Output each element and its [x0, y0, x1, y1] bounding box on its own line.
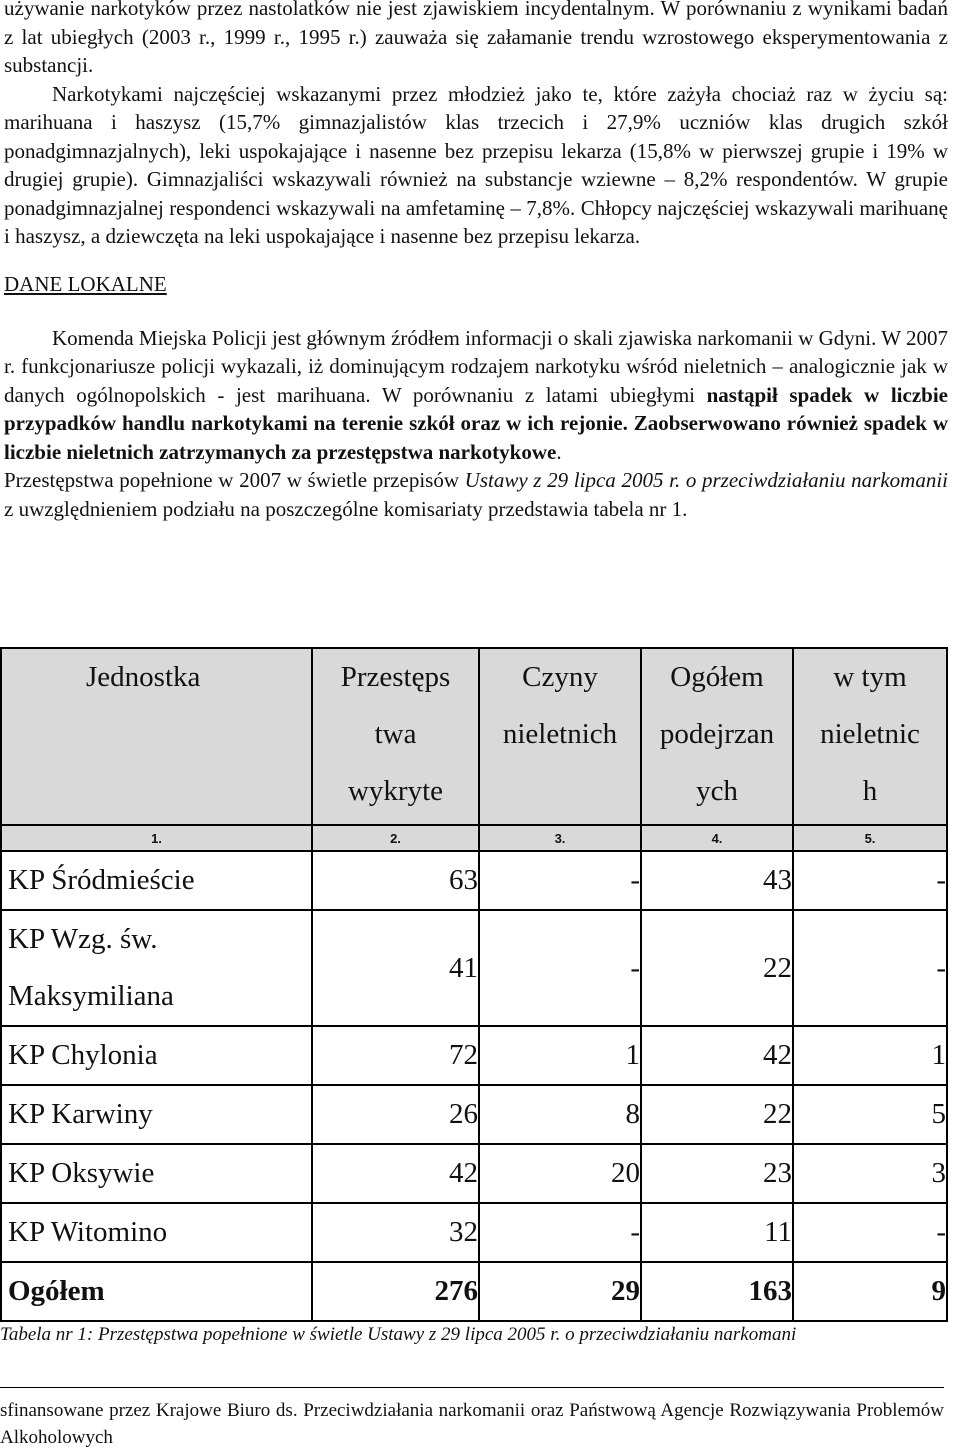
cell-value: 41 — [312, 910, 479, 1026]
crime-stats-table — [0, 647, 948, 1322]
police-data-end: . — [556, 439, 562, 464]
police-data-bold-finding: nastąpił spadek w liczbie przypadków handlu narkotykami na terenie szkół oraz w ich rejonie. Zaobserwowano również spadek w liczbie nieletnich zatrzymanych za przestępstwa narkotykowe — [4, 382, 948, 464]
cell-value: - — [793, 851, 947, 910]
cell-value: 1 — [793, 1026, 947, 1085]
unit-name-line: KP Oksywie — [8, 1157, 155, 1189]
cell-value: 42 — [312, 1144, 479, 1203]
unit-name — [1, 1203, 312, 1262]
cell-value: - — [479, 851, 641, 910]
unit-name-line: KP Karwiny — [8, 1098, 153, 1130]
column-header — [479, 648, 641, 825]
column-number: 5. — [793, 825, 947, 851]
unit-name — [1, 1144, 312, 1203]
column-header — [312, 648, 479, 825]
cell-value: 163 — [641, 1262, 793, 1321]
unit-name-line: Ogółem — [8, 1275, 105, 1307]
unit-name-line: KP Chylonia — [8, 1039, 158, 1071]
column-header-line: Przestęps — [340, 661, 451, 693]
unit-name-line: KP Witomino — [8, 1216, 168, 1248]
unit-name-line: Maksymiliana — [8, 980, 174, 1012]
column-header-line: wykryte — [347, 775, 444, 807]
table-header-row — [1, 648, 947, 825]
table-row — [1, 1026, 947, 1085]
column-number: 3. — [479, 825, 641, 851]
column-header-line: nieletnic — [820, 718, 920, 750]
table-row — [1, 1144, 947, 1203]
document-page — [4, 0, 948, 523]
column-header-line: twa — [374, 718, 417, 750]
unit-name-line: KP Wzg. św. — [8, 923, 158, 955]
cell-value: 29 — [479, 1262, 641, 1321]
column-header-line: ych — [696, 775, 738, 807]
section-heading: DANE LOKALNE — [4, 271, 167, 296]
table-row — [1, 851, 947, 910]
column-number-row — [1, 825, 947, 851]
cell-value: - — [793, 910, 947, 1026]
cell-value: - — [793, 1203, 947, 1262]
column-header — [641, 648, 793, 825]
survey-results-paragraph: Narkotykami najczęściej wskazanymi przez młodzież jako te, które zażyła chociaż raz w życiu są: marihuana i haszysz (15,7% gimnazjalistów klas trzecich i 27,9% uczniów klas drugich szkół ponadgimnazjalnych), leki uspokajające i nasenne bez przepisu lekarza (15,8% w pierwszej grupie i 19% w drugiej grupie). Gimnazjaliści wskazywali również na substancje wziewne – 8,2% respondentów. W grupie ponadgimnazjalnej respondenci wskazywali na amfetaminę – 7,8%. Chłopcy najczęściej wskazywali marihuanę i haszysz, a dziewczęta na leki uspokajające i nasenne bez przepisu lekarza. — [4, 81, 948, 248]
cell-value: 5 — [793, 1085, 947, 1144]
law-title: Ustawy z 29 lipca 2005 r. o przeciwdziałaniu narkomanii — [464, 468, 948, 492]
cell-value: 23 — [641, 1144, 793, 1203]
table-row — [1, 910, 947, 1026]
unit-name — [1, 1085, 312, 1144]
unit-name-line: KP Śródmieście — [8, 864, 195, 896]
cell-value: 42 — [641, 1026, 793, 1085]
total-row — [1, 1262, 947, 1321]
cell-value: 8 — [479, 1085, 641, 1144]
column-number: 4. — [641, 825, 793, 851]
column-number: 1. — [1, 825, 312, 851]
table-row — [1, 1085, 947, 1144]
cell-value: 20 — [479, 1144, 641, 1203]
table-body — [1, 851, 947, 1321]
cell-value: 22 — [641, 1085, 793, 1144]
cell-value: - — [479, 910, 641, 1026]
column-header — [793, 648, 947, 825]
cell-value: 72 — [312, 1026, 479, 1085]
table-intro-rest: z uwzględnieniem podziału na poszczególne komisariaty przedstawia tabela nr 1. — [4, 496, 688, 521]
column-header-line: h — [862, 775, 878, 807]
cell-value: 32 — [312, 1203, 479, 1262]
column-header-line: podejrzan — [659, 718, 775, 750]
table-intro-paragraph — [4, 466, 948, 523]
footer-note: sfinansowane przez Krajowe Biuro ds. Przeciwdziałania narkomanii oraz Państwową Agencje Rozwiązywania Problemów Alkoholowych — [0, 1400, 944, 1448]
column-header-line: Czyny — [522, 661, 598, 693]
column-header-line: Jednostka — [86, 661, 201, 693]
cell-value: 9 — [793, 1262, 947, 1321]
column-header-line: Ogółem — [670, 661, 764, 693]
police-data-paragraph — [4, 324, 948, 467]
footer-rule — [0, 1387, 944, 1388]
unit-name — [1, 1026, 312, 1085]
unit-name — [1, 910, 312, 1026]
column-header-line: nieletnich — [502, 718, 618, 750]
cell-value: 22 — [641, 910, 793, 1026]
table-intro-text: Przestępstwa popełnione w 2007 w świetle przepisów — [4, 468, 465, 492]
column-header — [1, 648, 312, 825]
intro-paragraph: używanie narkotyków przez nastolatków nie jest zjawiskiem incydentalnym. W porównaniu z wynikami badań z lat ubiegłych (2003 r., 1999 r., 1995 r.) zauważa się załamanie trendu wzrostowego eksperymentowania z substancji. — [4, 0, 948, 77]
cell-value: 11 — [641, 1203, 793, 1262]
cell-value: 63 — [312, 851, 479, 910]
cell-value: 26 — [312, 1085, 479, 1144]
unit-name — [1, 851, 312, 910]
column-number: 2. — [312, 825, 479, 851]
table-caption: Tabela nr 1: Przestępstwa popełnione w świetle Ustawy z 29 lipca 2005 r. o przeciwdziałaniu narkomani — [0, 1324, 797, 1345]
cell-value: 1 — [479, 1026, 641, 1085]
police-data-text: Komenda Miejska Policji jest głównym źródłem informacji o skali zjawiska narkomanii w Gdyni. W 2007 r. funkcjonariusze policji wykazali, iż dominującym rodzajem narkotyku wśród nieletnich – analogicznie jak w danych ogólnopolskich - jest marihuana. W porównaniu z latami ubiegłymi — [4, 325, 948, 407]
cell-value: 276 — [312, 1262, 479, 1321]
table-row — [1, 1203, 947, 1262]
cell-value: - — [479, 1203, 641, 1262]
cell-value: 43 — [641, 851, 793, 910]
cell-value: 3 — [793, 1144, 947, 1203]
total-label — [1, 1262, 312, 1321]
column-header-line: w tym — [833, 661, 907, 693]
